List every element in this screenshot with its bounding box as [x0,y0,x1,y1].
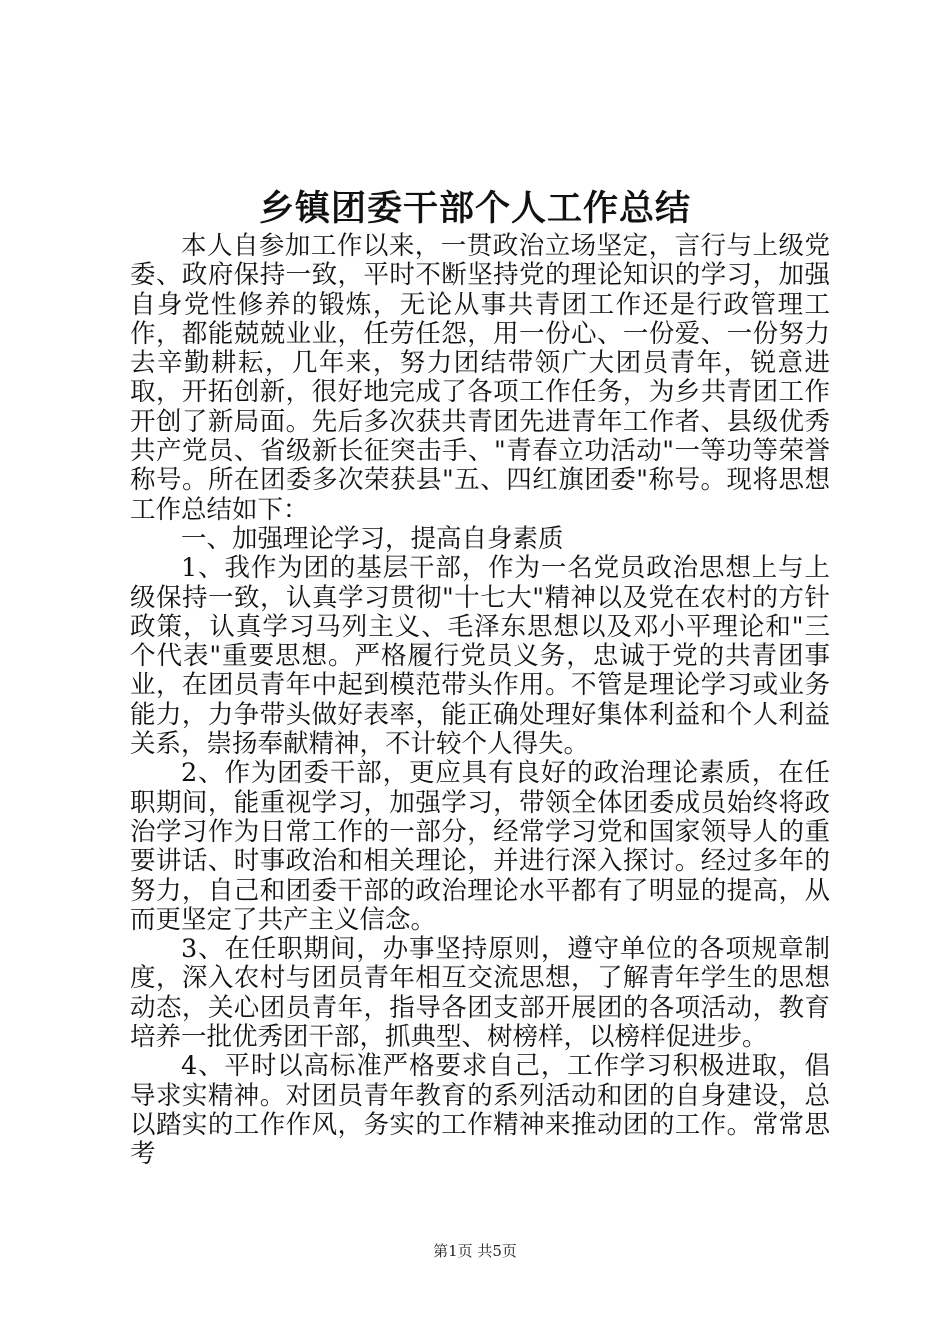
paragraph-item-4: 4、平时以高标准严格要求自己，工作学习积极进取，倡导求实精神。对团员青年教育的系列活动和团的自身建设，总以踏实的工作作风，务实的工作精神来推动团的工作。常常思考 [130,1051,830,1170]
document-body [130,232,830,1170]
paragraph-item-2: 2、作为团委干部，更应具有良好的政治理论素质，在任职期间，能重视学习，加强学习，带领全体团委成员始终将政治学习作为日常工作的一部分，经常学习党和国家领导人的重要讲话、时事政治和相关理论，并进行深入探讨。经过多年的努力，自己和团委干部的政治理论水平都有了明显的提高，从而更坚定了共产主义信念。 [130,758,830,935]
document-title: 乡镇团委干部个人工作总结 [258,188,691,229]
section-heading: 一、加强理论学习，提高自身素质 [181,523,564,554]
page-number-footer: 第1页 共5页 [433,1242,517,1260]
paragraph-item-1: 1、我作为团的基层干部，作为一名党员政治思想上与上级保持一致，认真学习贯彻"十七大"精神以及党在农村的方针政策，认真学习马列主义、毛泽东思想以及邓小平理论和"三个代表"重要思想。严格履行党员义务，忠诚于党的共青团事业，在团员青年中起到模范带头作用。不管是理论学习或业务能力，力争带头做好表率，能正确处理好集体利益和个人利益关系，崇扬奉献精神，不计较个人得失。 [130,553,830,760]
paragraph-intro: 本人自参加工作以来，一贯政治立场坚定，言行与上级党委、政府保持一致，平时不断坚持党的理论知识的学习，加强自身党性修养的锻炼，无论从事共青团工作还是行政管理工作，都能兢兢业业，任劳任怨，用一份心、一份爱、一份努力去辛勤耕耘，几年来，努力团结带领广大团员青年，锐意进取，开拓创新，很好地完成了各项工作任务，为乡共青团工作开创了新局面。先后多次获共青团先进青年工作者、县级优秀共产党员、省级新长征突击手、"青春立功活动"一等功等荣誉称号。所在团委多次荣获县"五、四红旗团委"称号。现将思想工作总结如下： [130,231,830,525]
paragraph-item-3: 3、在任职期间，办事坚持原则，遵守单位的各项规章制度，深入农村与团员青年相互交流思想，了解青年学生的思想动态，关心团员青年，指导各团支部开展团的各项活动，教育培养一批优秀团干部，抓典型、树榜样，以榜样促进步。 [130,934,830,1053]
